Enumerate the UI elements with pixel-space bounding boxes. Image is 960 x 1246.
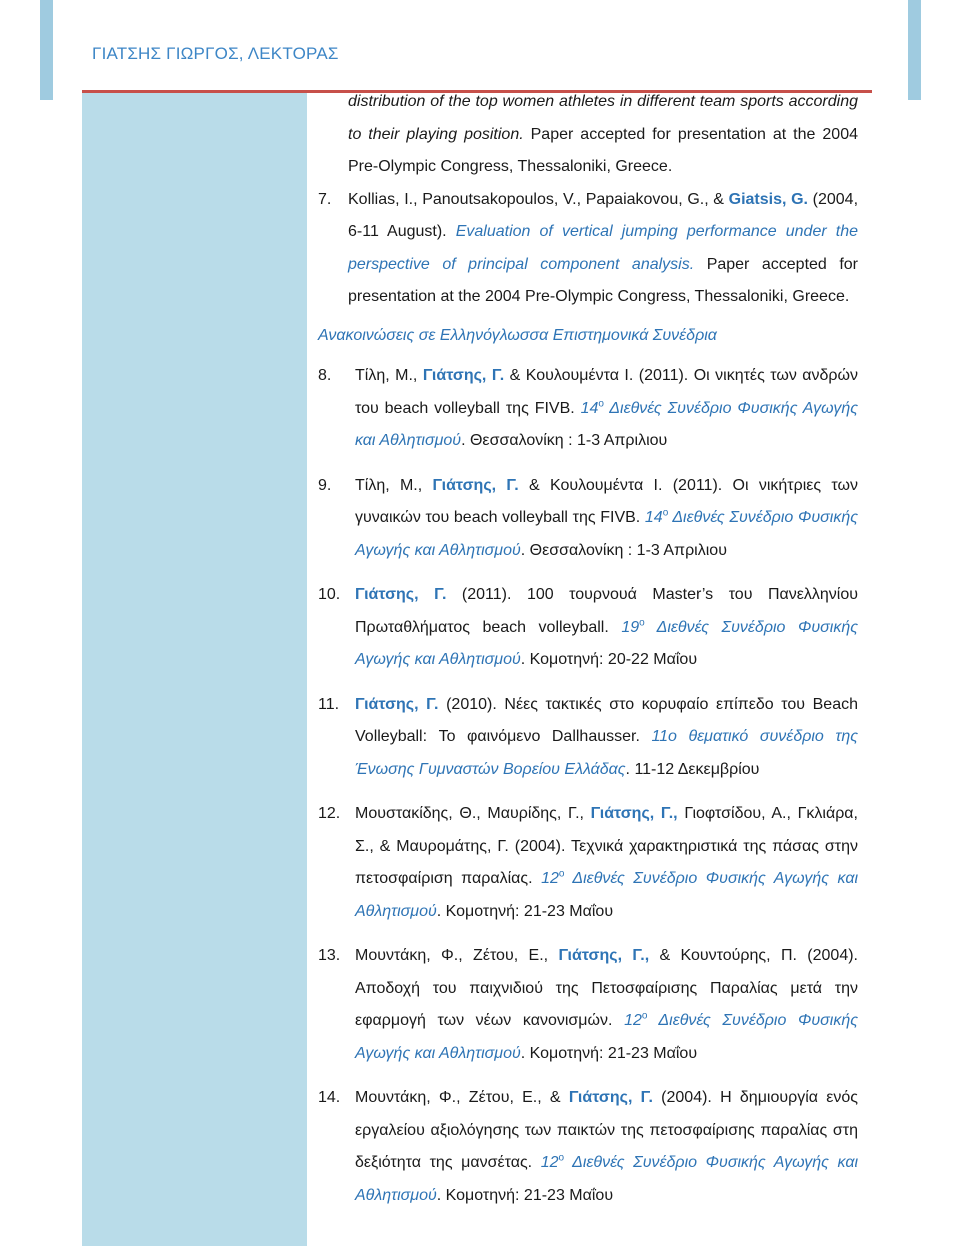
item-authors: Τίλη, Μ., [355, 367, 423, 384]
item-authors: Μουντάκη, Φ., Ζέτου, Ε., [355, 947, 559, 964]
item-number: 10. [318, 586, 341, 603]
item-text [355, 579, 858, 677]
item-description: (2011). 100 τουρνουά Master’s του Πανελληνίου Πρωταθλήματος beach volleyball. [355, 586, 859, 636]
item-edition: 14 [580, 399, 599, 417]
item-ordinal: ο [558, 868, 565, 880]
item-description: & Κουλουμέντα Ι. (2011). Οι νικήτριες των γυναικών του beach volleyball της FIVB. [355, 476, 859, 526]
item-highlight-author: Γιάτσης, Γ., [590, 805, 678, 822]
item-text [355, 798, 858, 928]
document-body [318, 86, 858, 1212]
item-description: & Κουλουμέντα Ι. (2011). Οι νικητές των ανδρών του beach volleyball της FIVB. [355, 367, 859, 417]
item-venue: . Κομοτηνή: 21-23 Μαΐου [520, 1044, 698, 1062]
item-highlight-author: Γιάτσης, Γ. [355, 695, 439, 713]
item-number: 12. [318, 805, 341, 822]
item-conference: 11ο θεματικό συνέδριο της Ένωσης Γυμναστών Βορείου Ελλάδας [355, 728, 858, 778]
list-item [318, 470, 858, 568]
item-conference: Διεθνές Συνέδριο Φυσικής Αγωγής και Αθλητισμού [355, 399, 859, 449]
item-edition: 14 [644, 509, 663, 526]
item-edition: 12 [624, 1012, 642, 1029]
item-venue: . Θεσσαλονίκη : 1-3 Απριλιου [520, 541, 727, 559]
item-text [355, 1082, 858, 1212]
item-description: & Κουντούρης, Π. (2004). Αποδοχή του παιχνιδιού της Πετοσφαίρισης Παραλίας μετά την εφαρμογή των νέων κανονισμών. [355, 947, 858, 1029]
item-highlight-author: Γιάτσης, Γ., [558, 947, 650, 964]
item-conference: Διεθνές Συνέδριο Φυσικής Αγωγής και Αθλητισμού [355, 509, 859, 559]
item-edition: 12 [540, 1154, 559, 1171]
item-authors: Kollias, I., Panoutsakopoulos, V., Papaiakovou, G., & [348, 190, 729, 208]
list-item [318, 360, 858, 458]
item-authors: Μουστακίδης, Θ., Μαυρίδης, Γ., [355, 805, 591, 822]
item-conference: Διεθνές Συνέδριο Φυσικής Αγωγής και Αθλητισμού [355, 1154, 859, 1204]
list-item [318, 689, 858, 787]
item-ordinal: ο [662, 507, 669, 519]
item-description: (2010). Νέες τακτικές στο κορυφαίο επίπεδο του Beach Volleyball: Το φαινόμενο Dallhausser. [355, 695, 858, 745]
list-item [318, 1082, 858, 1212]
list-item [318, 184, 858, 314]
item-edition: 19 [621, 618, 640, 636]
item-number: 7. [318, 190, 332, 208]
item-highlight-author: Γιάτσης, Γ. [432, 476, 519, 494]
item-authors: Μουντάκη, Φ., Ζέτου, Ε., & [355, 1089, 569, 1106]
item-text [355, 940, 858, 1070]
item-text [355, 470, 858, 568]
item-ordinal: ο [598, 398, 604, 410]
page-header: ΓΙΑΤΣΗΣ ΓΙΩΡΓΟΣ, ΛΕΚΤΟΡΑΣ [92, 44, 339, 63]
continuation-title: distribution of the top women athletes in different team sports according to their playing position. [348, 93, 858, 143]
item-text [348, 184, 858, 314]
item-venue: Paper accepted for presentation at the 2004 Pre-Olympic Congress, Thessaloniki, Greece. [348, 255, 859, 305]
item-number: 13. [318, 947, 341, 964]
item-description: (2004). Η δημιουργία ενός εργαλείου αξιολόγησης των παικτών της πετοσφαίρισης παραλίας στη δεξιότητα της μανσέτας. [355, 1089, 859, 1171]
item-ordinal: ο [639, 617, 645, 629]
item-highlight-author: Γιάτσης, Γ. [355, 586, 447, 603]
item-ordinal: ο [558, 1152, 565, 1164]
item-conference: Διεθνές Συνέδριο Φυσικής Αγωγής και Αθλητισμού [355, 870, 858, 920]
side-band [82, 92, 307, 1246]
item-venue: . Κομοτηνή: 20-22 Μαΐου [520, 651, 698, 668]
item-title: Evaluation of vertical jumping performance under the perspective of principal component analysis. [348, 223, 858, 273]
item-conference: Διεθνές Συνέδριο Φυσικής Αγωγής και Αθλητισμού [355, 1012, 859, 1062]
item-highlight-author: Γιάτσης, Γ. [422, 367, 505, 384]
item-edition: 12 [541, 870, 559, 887]
item-date: (2004, 6-11 August). [348, 190, 859, 240]
item-text [355, 689, 858, 787]
continuation-rest: Paper accepted for presentation at the 2004 Pre-Olympic Congress, Thessaloniki, Greece. [348, 125, 858, 175]
item-number: 11. [318, 695, 340, 713]
list-item [318, 798, 858, 928]
item-conference: Διεθνές Συνέδριο Φυσικής Αγωγής και Αθλητισμού [355, 618, 859, 668]
item-venue: . Θεσσαλονίκη : 1-3 Απριλιου [461, 432, 668, 449]
item-description: Γιοφτσίδου, Α., Γκλιάρα, Σ., & Μαυρομάτης, Γ. (2004). Τεχνικά χαρακτηριστικά της πάσας στην πετοσφαίριση παραλίας. [355, 805, 859, 887]
list-item [318, 579, 858, 677]
item-number: 9. [318, 476, 332, 494]
greek-publication-list [318, 360, 858, 1212]
item-text [355, 360, 858, 458]
item-venue: . 11-12 Δεκεμβρίου [625, 760, 760, 778]
list-item [318, 940, 858, 1070]
right-margin-tab [908, 0, 921, 100]
left-margin-tab [40, 0, 53, 100]
item-authors: Τίλη, Μ., [355, 476, 433, 494]
continuation-paragraph [318, 86, 858, 184]
item-highlight-author: Giatsis, G. [728, 190, 808, 208]
item-number: 8. [318, 367, 332, 384]
item-venue: . Κομοτηνή: 21-23 Μαΐου [436, 902, 614, 920]
item-ordinal: ο [641, 1010, 648, 1022]
item-venue: . Κομοτηνή: 21-23 Μαΐου [436, 1186, 614, 1204]
item-number: 14. [318, 1089, 341, 1106]
section-heading: Ανακοινώσεις σε Ελληνόγλωσσα Επιστημονικά Συνέδρια [318, 326, 717, 344]
item-highlight-author: Γιάτσης, Γ. [568, 1089, 653, 1106]
